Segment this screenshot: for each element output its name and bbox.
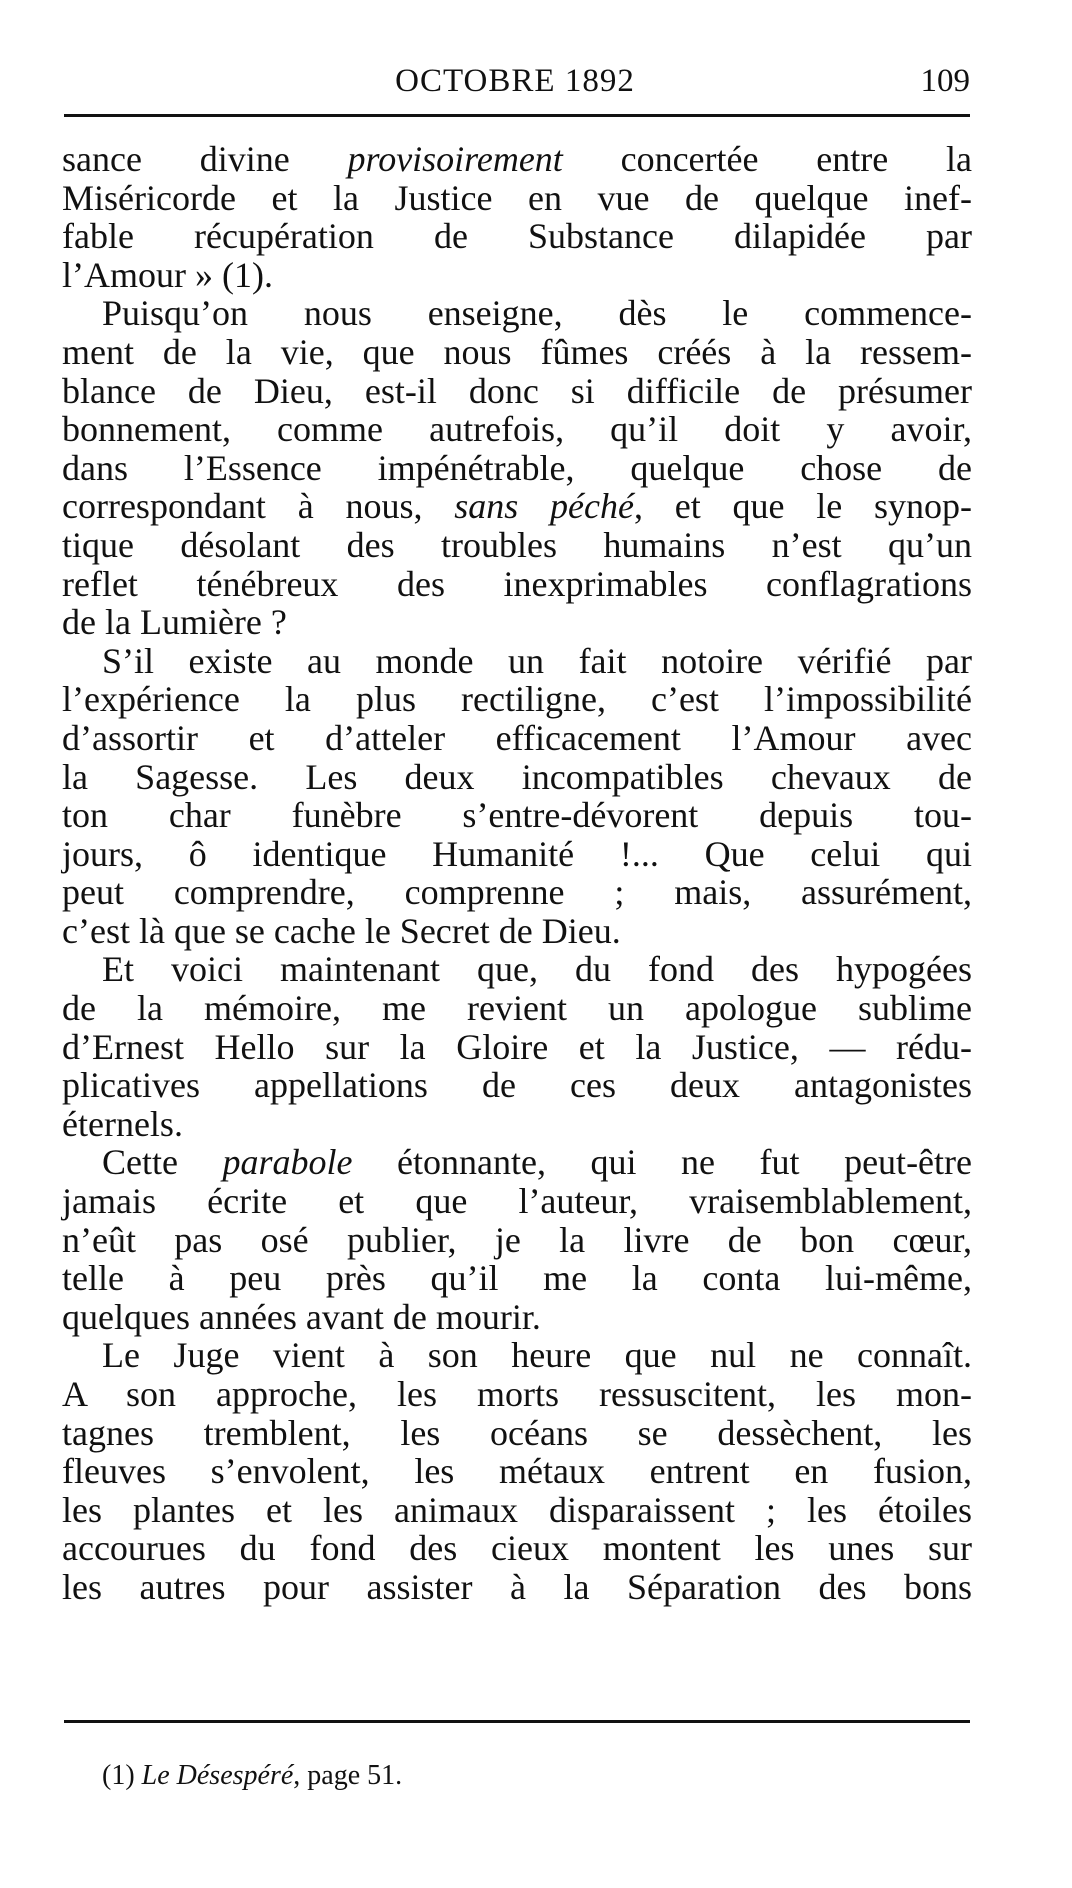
text-line — [62, 449, 972, 488]
text-line — [62, 1028, 972, 1067]
text-line — [62, 372, 972, 411]
text-line — [62, 487, 972, 526]
text-line — [62, 1259, 972, 1298]
text-line — [62, 1298, 972, 1337]
text-segment: étonnante, qui ne fut peut-être — [352, 1142, 972, 1183]
text-line — [62, 680, 972, 719]
text-segment: A son approche, les morts ressuscitent, les mon- — [62, 1374, 972, 1414]
text-line — [62, 179, 972, 218]
text-segment: éternels. — [62, 1103, 183, 1144]
text-segment: concertée entre la — [562, 139, 972, 179]
footnote-rule — [64, 1720, 970, 1723]
italic-text: parabole — [222, 1142, 353, 1183]
text-segment: accourues du fond des cieux montent les unes sur — [62, 1528, 972, 1569]
text-line — [62, 1414, 972, 1453]
footnote-title: Le Désespéré — [141, 1760, 294, 1791]
text-segment: peut comprendre, comprenne ; mais, assurément, — [62, 872, 972, 913]
text-line — [62, 642, 972, 681]
text-line — [62, 796, 972, 835]
italic-text: sans péché — [454, 486, 634, 527]
text-segment: quelques années avant de mourir. — [62, 1296, 541, 1337]
text-segment: Miséricorde et la Justice en vue de quelque inef- — [62, 177, 972, 218]
text-segment: jamais écrite et que l’auteur, vraisemblablement, — [62, 1181, 972, 1222]
text-segment: bonnement, comme autrefois, qu’il doit y avoir, — [62, 409, 972, 450]
text-line — [62, 912, 972, 951]
text-line — [62, 989, 972, 1028]
text-segment: Cette — [102, 1142, 223, 1183]
italic-text: provisoirement — [347, 139, 563, 179]
text-segment: de la Lumière ? — [62, 602, 287, 643]
text-line — [62, 526, 972, 565]
text-segment: Et voici maintenant que, du fond des hypogées — [102, 949, 972, 990]
text-segment: fleuves s’envolent, les métaux entrent en fusion, — [62, 1451, 972, 1492]
text-segment: n’eût pas osé publier, je la livre de bon cœur, — [62, 1219, 972, 1260]
text-segment: ton char funèbre s’entre-dévorent depuis tou- — [62, 795, 972, 836]
text-line — [62, 1529, 972, 1568]
text-segment: de la mémoire, me revient un apologue sublime — [62, 988, 972, 1029]
text-line — [62, 1336, 972, 1375]
running-head: OCTOBRE 1892 — [395, 63, 635, 99]
text-segment: jours, ô identique Humanité !... Que celui qui — [62, 833, 972, 874]
text-line — [62, 1452, 972, 1491]
page-number: 109 — [920, 63, 970, 99]
text-segment: c’est là que se cache le Secret de Dieu. — [62, 910, 621, 951]
text-line — [62, 1182, 972, 1221]
text-segment: tagnes tremblent, les océans se dessèchent, les — [62, 1412, 972, 1453]
text-segment: l’Amour » (1). — [62, 254, 273, 295]
text-segment: l’expérience la plus rectiligne, c’est l’impossibilité — [62, 679, 972, 720]
text-segment: ment de la vie, que nous fûmes créés à la ressem- — [62, 331, 972, 372]
text-line — [62, 1221, 972, 1260]
text-segment: Le Juge vient à son heure que nul ne connaît. — [102, 1335, 972, 1376]
text-segment: plicatives appellations de ces deux antagonistes — [62, 1065, 972, 1106]
text-segment: , et que le synop- — [633, 486, 972, 527]
text-line — [62, 835, 972, 874]
text-segment: d’Ernest Hello sur la Gloire et la Justice, — rédu- — [62, 1026, 972, 1067]
text-line — [62, 603, 972, 642]
text-line — [62, 217, 972, 256]
text-segment: S’il existe au monde un fait notoire vérifié par — [102, 640, 972, 681]
text-segment: la Sagesse. Les deux incompatibles chevaux de — [62, 756, 972, 797]
footnote-marker: (1) — [102, 1760, 135, 1791]
text-line — [62, 950, 972, 989]
text-line — [62, 1066, 972, 1105]
text-line — [62, 1568, 972, 1607]
text-segment: fable récupération de Substance dilapidée par — [62, 216, 972, 257]
text-segment: telle à peu près qu’il me la conta lui-même, — [62, 1258, 972, 1299]
text-segment: reflet ténébreux des inexprimables conflagrations — [62, 563, 972, 604]
text-segment: dans l’Essence impénétrable, quelque chose de — [62, 447, 972, 488]
text-segment: les plantes et les animaux disparaissent ; les étoiles — [62, 1489, 972, 1530]
text-line — [62, 1375, 972, 1414]
text-line — [62, 758, 972, 797]
text-line — [62, 719, 972, 758]
text-line — [62, 565, 972, 604]
text-segment: blance de Dieu, est-il donc si difficile de présumer — [62, 370, 972, 411]
text-line — [62, 1491, 972, 1530]
text-line — [62, 1143, 972, 1182]
text-line — [62, 140, 972, 179]
text-segment: tique désolant des troubles humains n’est qu’un — [62, 524, 972, 565]
text-segment: les autres pour assister à la Séparation des bons — [62, 1566, 972, 1607]
text-segment: correspondant à nous, — [62, 486, 455, 527]
text-line — [62, 333, 972, 372]
text-line — [62, 410, 972, 449]
text-segment: sance divine — [62, 139, 348, 179]
footnote-rest: , page 51. — [293, 1760, 403, 1791]
page-header — [60, 56, 970, 106]
body-text — [62, 140, 972, 1607]
footnote — [102, 1758, 402, 1794]
text-segment: Puisqu’on nous enseigne, dès le commence- — [102, 293, 972, 334]
text-segment: d’assortir et d’atteler efficacement l’Amour avec — [62, 717, 972, 758]
text-line — [62, 256, 972, 295]
text-line — [62, 294, 972, 333]
text-line — [62, 1105, 972, 1144]
header-rule — [64, 114, 970, 117]
text-line — [62, 873, 972, 912]
